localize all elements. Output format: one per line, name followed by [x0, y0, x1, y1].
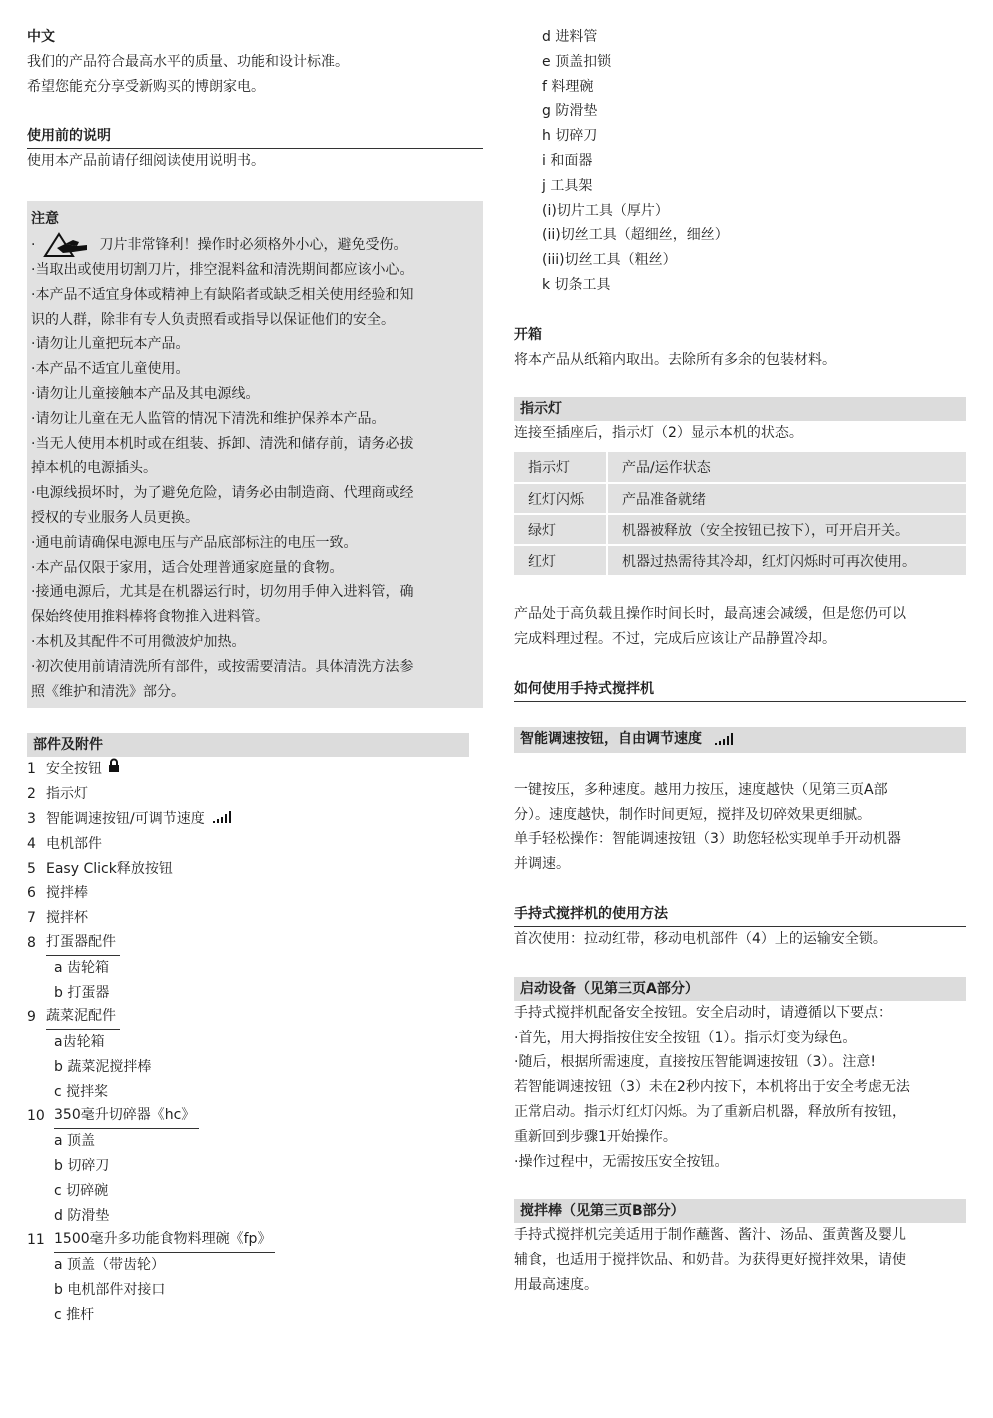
notice-line: 掉本机的电源插头。 [31, 460, 157, 477]
sub-part-item: a 顶盖 [54, 1133, 96, 1150]
indicator-text: 连接至插座后，指示灯（2）显示本机的状态。 [514, 425, 803, 442]
speed-bars-icon [213, 807, 231, 832]
table-header-row [514, 452, 966, 482]
start-line: 重新回到步骤1开始操作。 [514, 1128, 677, 1145]
notice-line: ·本产品仅限于家用，适合处理普通家庭量的食物。 [31, 559, 344, 576]
sub-part-item: c 搅拌桨 [54, 1083, 109, 1100]
unboxing-text: 将本产品从纸箱内取出。去除所有多余的包装材料。 [514, 351, 836, 368]
part-item: 1 安全按钮 [27, 757, 483, 782]
table-cell: 红灯闪烁 [514, 484, 608, 513]
part-item: 6 搅拌棒 [27, 885, 88, 902]
sharp-blade-warning-icon [43, 232, 93, 258]
table-header-cell: 产品/运作状态 [608, 452, 966, 482]
sub-part-item: f 料理碗 [542, 78, 594, 95]
sub-part-item: h 切碎刀 [542, 128, 598, 145]
table-cell: 机器过热需待其冷却，红灯闪烁时可再次使用。 [608, 546, 966, 575]
indicator-heading: 指示灯 [514, 397, 966, 421]
table-cell: 绿灯 [514, 515, 608, 544]
notice-line: ·初次使用前请清洗所有部件，或按需要清洁。具体清洗方法参 [31, 658, 414, 675]
sub-part-item: k 切条工具 [542, 276, 611, 293]
table-row [514, 515, 966, 544]
bullet: · [31, 236, 36, 253]
notice-line: ·本产品不适宜身体或精神上有缺陷者或缺乏相关使用经验和知 [31, 286, 414, 303]
notice-line: 照《维护和清洗》部分。 [31, 683, 185, 700]
sub-part-item: (i)切片工具（厚片） [542, 202, 669, 219]
notice-line: 识的人群，除非有专人负责照看或指导以保证他们的安全。 [31, 311, 395, 328]
sub-part-item: b 切碎刀 [54, 1158, 110, 1175]
speed-bars-icon [715, 729, 733, 753]
indicator-status-table [514, 450, 966, 577]
sub-part-item: (ii)切丝工具（超细丝，细丝） [542, 227, 729, 244]
notice-line: ·本机及其配件不可用微波炉加热。 [31, 633, 246, 650]
sub-part-item: a 齿轮箱 [54, 959, 110, 976]
start-device-heading: 启动设备（见第三页A部分） [514, 977, 966, 1001]
how-to-use-heading: 如何使用手持式搅拌机 [514, 677, 966, 702]
part-item: 3 智能调速按钮/可调节速度 [27, 807, 483, 832]
notice-heading: 注意 [31, 211, 59, 228]
part-item: 2 指示灯 [27, 786, 88, 803]
sub-part-item: d 防滑垫 [54, 1207, 110, 1224]
left-column [27, 25, 483, 1328]
part-item: 5 Easy Click释放按钮 [27, 860, 173, 877]
sub-part-item: e 顶盖扣锁 [542, 53, 612, 70]
sub-part-item: a齿轮箱 [54, 1034, 105, 1051]
table-cell: 红灯 [514, 546, 608, 575]
usage-text: 首次使用：拉动红带，移动电机部件（4）上的运输安全锁。 [514, 930, 887, 947]
start-line: ·首先，用大拇指按住安全按钮（1）。指示灯变为绿色。 [514, 1029, 857, 1046]
notice-line: ·本产品不适宜儿童使用。 [31, 361, 190, 378]
sub-part-item: c 推杆 [54, 1306, 95, 1323]
blade-warning-line [31, 232, 479, 258]
intro-line: 希望您能充分享受新购买的博朗家电。 [27, 78, 265, 95]
smart-speed-heading: 智能调速按钮，自由调节速度 [514, 727, 966, 753]
load-note-line: 完成料理过程。不过，完成后应该让产品静置冷却。 [514, 630, 836, 647]
table-cell: 机器被释放（安全按钮已按下），可开启开关。 [608, 515, 966, 544]
parts-heading: 部件及附件 [27, 733, 469, 757]
start-line: 若智能调速按钮（3）未在2秒内按下，本机将出于安全考虑无法 [514, 1079, 910, 1096]
sub-part-item: j 工具架 [542, 177, 593, 194]
smart-speed-line: 并调速。 [514, 856, 570, 873]
smart-speed-line: 分）。速度越快，制作时间更短，搅拌及切碎效果更细腻。 [514, 806, 871, 823]
language-heading: 中文 [27, 29, 55, 45]
table-row [514, 484, 966, 513]
sub-part-item: (iii)切丝工具（粗丝） [542, 252, 677, 269]
start-line: 手持式搅拌机配备安全按钮。安全启动时，请遵循以下要点： [514, 1004, 892, 1021]
intro-line: 我们的产品符合最高水平的质量、功能和设计标准。 [27, 53, 349, 70]
part-item: 11 1500毫升多功能食物料理碗《fp》 [27, 1228, 483, 1253]
sub-part-item: b 蔬菜泥搅拌棒 [54, 1058, 152, 1075]
part-item: 4 电机部件 [27, 835, 102, 852]
notice-line: ·当无人使用本机时或在组装、拆卸、清洗和储存前，请务必拔 [31, 435, 414, 452]
table-cell: 产品准备就绪 [608, 484, 966, 513]
sub-part-item: i 和面器 [542, 152, 593, 169]
table-header-cell: 指示灯 [514, 452, 608, 482]
blender-line: 手持式搅拌机完美适用于制作蘸酱、酱汁、汤品、蛋黄酱及婴儿 [514, 1227, 906, 1244]
part-item: 10 350毫升切碎器《hc》 [27, 1104, 483, 1129]
load-note-line: 产品处于高负载且操作时间长时，最高速会减缓，但是您仍可以 [514, 606, 906, 623]
notice-line: ·请勿让儿童把玩本产品。 [31, 336, 190, 353]
sub-part-item: c 切碎碗 [54, 1182, 109, 1199]
blender-line: 用最高速度。 [514, 1276, 598, 1293]
notice-line: 授权的专业服务人员更换。 [31, 509, 199, 526]
notice-line: ·电源线损坏时，为了避免危险，请务必由制造商、代理商或经 [31, 485, 414, 502]
smart-speed-line: 单手轻松操作：智能调速按钮（3）助您轻松实现单手开动机器 [514, 831, 901, 848]
right-column [514, 25, 966, 1298]
sub-part-item: d 进料管 [542, 29, 598, 45]
start-line: 正常启动。指示灯红灯闪烁。为了重新启机器，释放所有按钮， [514, 1103, 906, 1120]
blender-line: 辅食，也适用于搅拌饮品、和奶昔。为获得更好搅拌效果，请使 [514, 1252, 906, 1269]
start-line: ·操作过程中，无需按压安全按钮。 [514, 1153, 729, 1170]
before-use-text: 使用本产品前请仔细阅读使用说明书。 [27, 153, 265, 170]
notice-line: ·接通电源后，尤其是在机器运行时，切勿用手伸入进料管，确 [31, 584, 414, 601]
lock-icon [108, 757, 120, 782]
notice-line: ·当取出或使用切割刀片，排空混料盆和清洗期间都应该小心。 [31, 261, 414, 278]
smart-speed-line: 一键按压，多种速度。越用力按压，速度越快（见第三页A部 [514, 781, 888, 798]
blade-warning-text: 刀片非常锋利！操作时必须格外小心，避免受伤。 [99, 236, 408, 253]
part-item: 7 搅拌杯 [27, 910, 88, 927]
part-item: 8 打蛋器配件 [27, 931, 483, 956]
sub-part-item: g 防滑垫 [542, 103, 598, 120]
notice-line: ·通电前请确保电源电压与产品底部标注的电压一致。 [31, 534, 358, 551]
sub-part-item: b 电机部件对接口 [54, 1282, 166, 1299]
notice-line: ·请勿让儿童接触本产品及其电源线。 [31, 385, 260, 402]
before-use-heading: 使用前的说明 [27, 124, 483, 149]
sub-part-item: b 打蛋器 [54, 984, 110, 1001]
start-line: ·随后，根据所需速度，直接按压智能调速按钮（3）。注意! [514, 1054, 876, 1071]
safety-notice-box [27, 201, 483, 708]
blender-shaft-heading: 搅拌棒（见第三页B部分） [514, 1199, 966, 1223]
table-row [514, 546, 966, 575]
notice-line: ·请勿让儿童在无人监管的情况下清洗和维护保养本产品。 [31, 410, 386, 427]
part-item: 9 蔬菜泥配件 [27, 1005, 483, 1030]
sub-part-item: a 顶盖（带齿轮） [54, 1257, 166, 1274]
unboxing-heading: 开箱 [514, 326, 542, 343]
notice-line: 保始终使用推料棒将食物推入进料管。 [31, 609, 269, 626]
usage-heading: 手持式搅拌机的使用方法 [514, 902, 966, 927]
